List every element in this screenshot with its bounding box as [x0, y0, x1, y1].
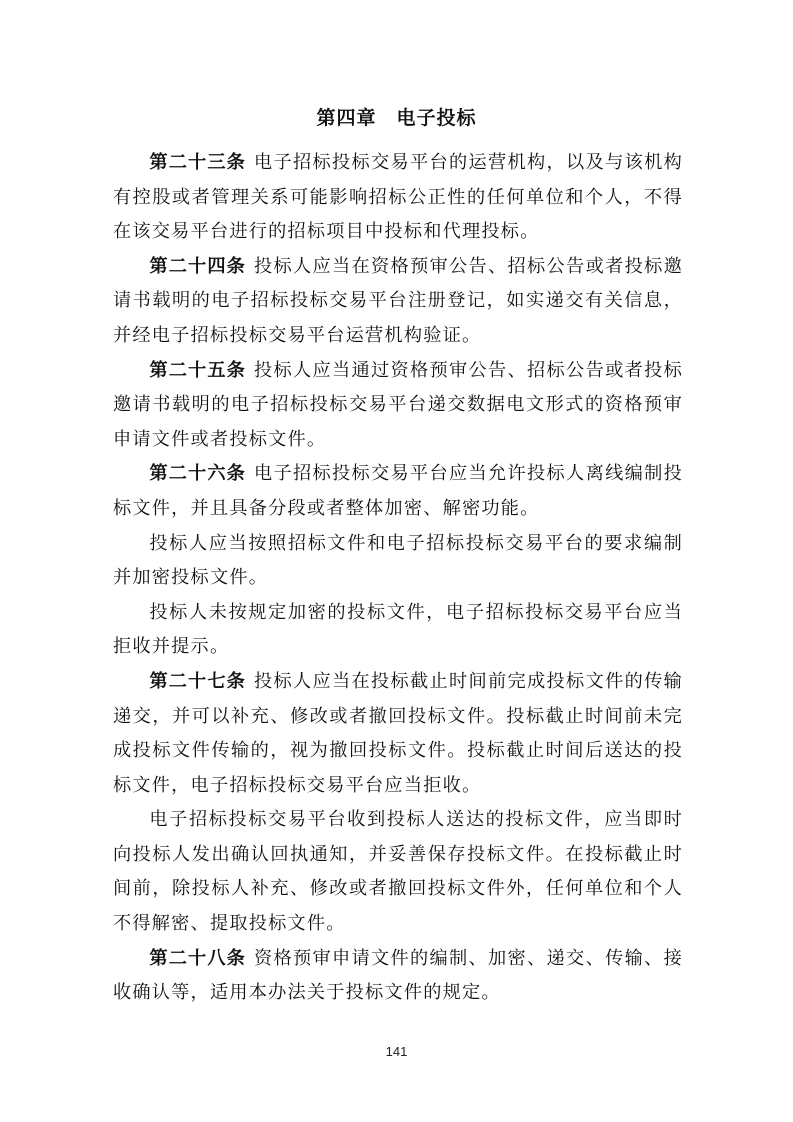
chapter-number: 第四章: [316, 107, 377, 129]
chapter-title: [0, 104, 793, 132]
article-paragraph: [113, 250, 683, 354]
paragraph: [113, 596, 683, 665]
article-number: 第二十七条: [149, 670, 246, 692]
paragraph-text: 电子招标投标交易平台收到投标人送达的投标文件，应当即时向投标人发出确认回执通知，并妥善保存投标文件。在投标截止时间前，除投标人补充、修改或者撤回投标文件外，任何单位和个人不得解密、提取投标文件。: [113, 809, 683, 935]
article-paragraph: [113, 942, 683, 1011]
article-number: 第二十四条: [149, 255, 246, 277]
paragraph-text: 投标人应当通过资格预审公告、招标公告或者投标邀请书载明的电子招标投标交易平台递交数据电文形式的资格预审申请文件或者投标文件。: [113, 359, 683, 450]
page-number: 141: [385, 1044, 408, 1059]
paragraph-text: 资格预审申请文件的编制、加密、递交、传输、接收确认等，适用本办法关于投标文件的规定。: [113, 947, 683, 1004]
article-paragraph: [113, 457, 683, 526]
paragraph: [113, 527, 683, 596]
paragraph-text: 投标人未按规定加密的投标文件，电子招标投标交易平台应当拒收并提示。: [113, 601, 683, 658]
paragraph-text: 电子招标投标交易平台的运营机构，以及与该机构有控股或者管理关系可能影响招标公正性的任何单位和个人，不得在该交易平台进行的招标项目中投标和代理投标。: [113, 152, 683, 243]
chapter-name: 电子投标: [396, 107, 477, 129]
paragraph-text: 投标人应当在资格预审公告、招标公告或者投标邀请书载明的电子招标投标交易平台注册登记，如实递交有关信息，并经电子招标投标交易平台运营机构验证。: [113, 255, 683, 346]
article-number: 第二十八条: [149, 947, 246, 969]
article-paragraph: [113, 354, 683, 458]
article-paragraph: [113, 146, 683, 250]
article-number: 第二十三条: [149, 152, 246, 173]
article-number: 第二十六条: [149, 463, 246, 485]
article-paragraph: [113, 665, 683, 803]
paragraph-text: 电子招标投标交易平台应当允许投标人离线编制投标文件，并且具备分段或者整体加密、解密功能。: [113, 463, 683, 519]
paragraph: [113, 803, 683, 941]
paragraph-text: 投标人应当按照招标文件和电子招标投标交易平台的要求编制并加密投标文件。: [113, 532, 683, 589]
paragraph-text: 投标人应当在投标截止时间前完成投标文件的传输递交，并可以补充、修改或者撤回投标文件。投标截止时间前未完成投标文件传输的，视为撤回投标文件。投标截止时间后送达的投标文件，电子招标投标交易平台应当拒收。: [113, 670, 683, 796]
body-text: [113, 146, 683, 1011]
article-number: 第二十五条: [149, 359, 246, 381]
